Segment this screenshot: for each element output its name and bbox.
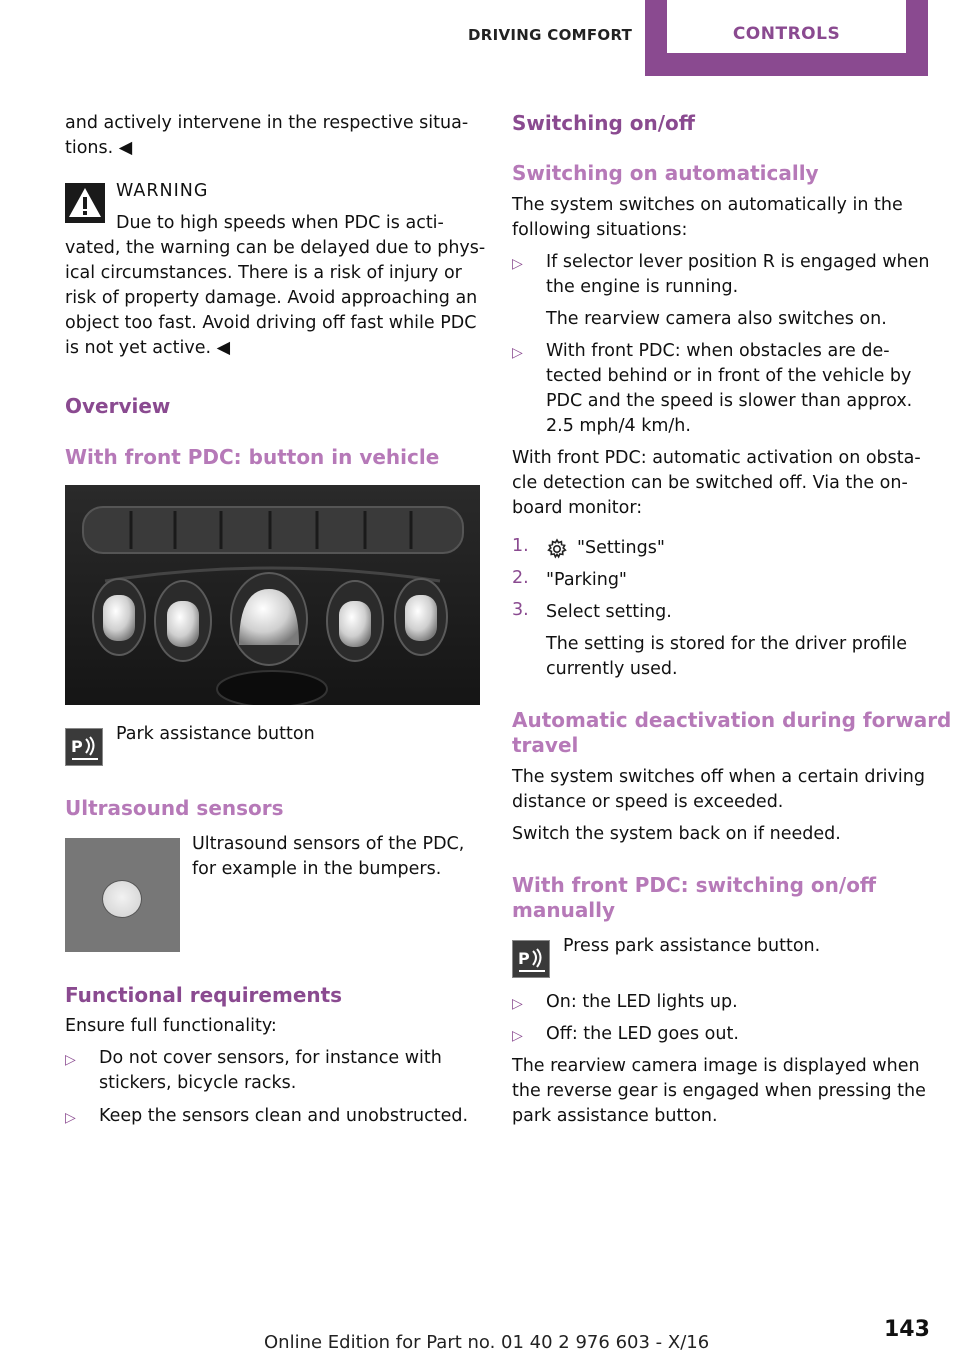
front-pdc-auto-text: With front PDC: automatic activation on obsta‐ [512,448,921,468]
closing-text: the reverse gear is engaged when pressing the [512,1081,926,1101]
list-item: Do not cover sensors, for instance with [99,1048,442,1068]
gear-icon [546,538,568,560]
warning-text: object too fast. Avoid driving off fast while PDC [65,313,477,333]
park-assist-icon [512,940,550,978]
footer-edition: Online Edition for Part no. 01 40 2 976 603 - X/16 [264,1332,710,1353]
warning-text: Due to high speeds when PDC is acti‐ [116,213,444,233]
closing-text: The rearview camera image is displayed when [512,1056,920,1076]
closing-text: park assistance button. [512,1106,718,1126]
warning-text: is not yet active. ◀ [65,338,231,358]
auto-intro: The system switches on automatically in the [512,195,903,215]
bullet-icon: ▷ [65,1052,76,1068]
running-header-section: DRIVING COMFORT [468,26,633,44]
deactivation-heading: travel [512,733,579,757]
park-assist-icon [65,728,103,766]
step-text: "Settings" [577,538,665,558]
svg-text:P: P [71,737,83,756]
front-pdc-heading: With front PDC: button in vehicle [65,445,440,469]
manual-heading: manually [512,898,616,922]
list-item: With front PDC: when obstacles are de‐ [546,341,890,361]
bullet-icon: ▷ [512,996,523,1012]
list-item: tected behind or in front of the vehicle by [546,366,912,386]
bullet-icon: ▷ [512,345,523,361]
step-note: The setting is stored for the driver profile [546,634,908,654]
list-item: stickers, bicycle racks. [99,1073,297,1093]
ultrasound-sensor-image [65,838,180,952]
step-number: 2. [512,568,529,588]
intro-line: tions. ◀ [65,138,133,158]
warning-text: risk of property damage. Avoid approaching an [65,288,478,308]
auto-heading: Switching on automatically [512,161,819,185]
functional-heading: Functional requirements [65,983,343,1007]
ultrasound-text: Ultrasound sensors of the PDC, [192,834,465,854]
overview-heading: Overview [65,394,171,418]
step-number: 3. [512,600,529,620]
auto-intro: following situations: [512,220,688,240]
list-item: 2.5 mph/4 km/h. [546,416,691,436]
intro-line: and actively intervene in the respective situa‐ [65,113,469,133]
warning-text: vated, the warning can be delayed due to phys‐ [65,238,486,258]
bullet-icon: ▷ [512,1028,523,1044]
deactivation-text: The system switches off when a certain driving [512,767,925,787]
list-item-note: The rearview camera also switches on. [546,309,887,329]
manual-caption: Press park assistance button. [563,936,821,956]
chapter-tab-label: CONTROLS [732,24,841,44]
warning-title: WARNING [116,181,209,201]
list-item: If selector lever position R is engaged when [546,252,930,272]
bullet-icon: ▷ [512,256,523,272]
list-item: Keep the sensors clean and unobstructed. [99,1106,469,1126]
chapter-tab [645,0,928,76]
list-item: Off: the LED goes out. [546,1024,739,1044]
switching-heading: Switching on/off [512,111,695,135]
manual-heading: With front PDC: switching on/off [512,873,877,897]
step-text: Select setting. [546,602,672,622]
front-pdc-auto-text: cle detection can be switched off. Via the on‐ [512,473,908,493]
functional-intro: Ensure full functionality: [65,1016,277,1036]
warning-text: ical circumstances. There is a risk of injury or [65,263,462,283]
bullet-icon: ▷ [65,1110,76,1126]
sensor-dot [102,880,142,918]
list-item: PDC and the speed is slower than approx. [546,391,913,411]
step-text: "Parking" [546,570,627,590]
step-note: currently used. [546,659,678,679]
deactivation-text: distance or speed is exceeded. [512,792,784,812]
deactivation-text: Switch the system back on if needed. [512,824,841,844]
step-number: 1. [512,536,529,556]
svg-text:P: P [518,949,530,968]
warning-triangle-icon [65,183,105,223]
page-number: 143 [884,1317,930,1342]
toggle-switch-panel-image [65,485,480,705]
list-item: On: the LED lights up. [546,992,738,1012]
park-button-caption: Park assistance button [116,724,315,744]
ultrasound-heading: Ultrasound sensors [65,796,284,820]
list-item: the engine is running. [546,277,739,297]
ultrasound-text: for example in the bumpers. [192,859,442,879]
deactivation-heading: Automatic deactivation during forward [512,708,952,732]
front-pdc-auto-text: board monitor: [512,498,643,518]
